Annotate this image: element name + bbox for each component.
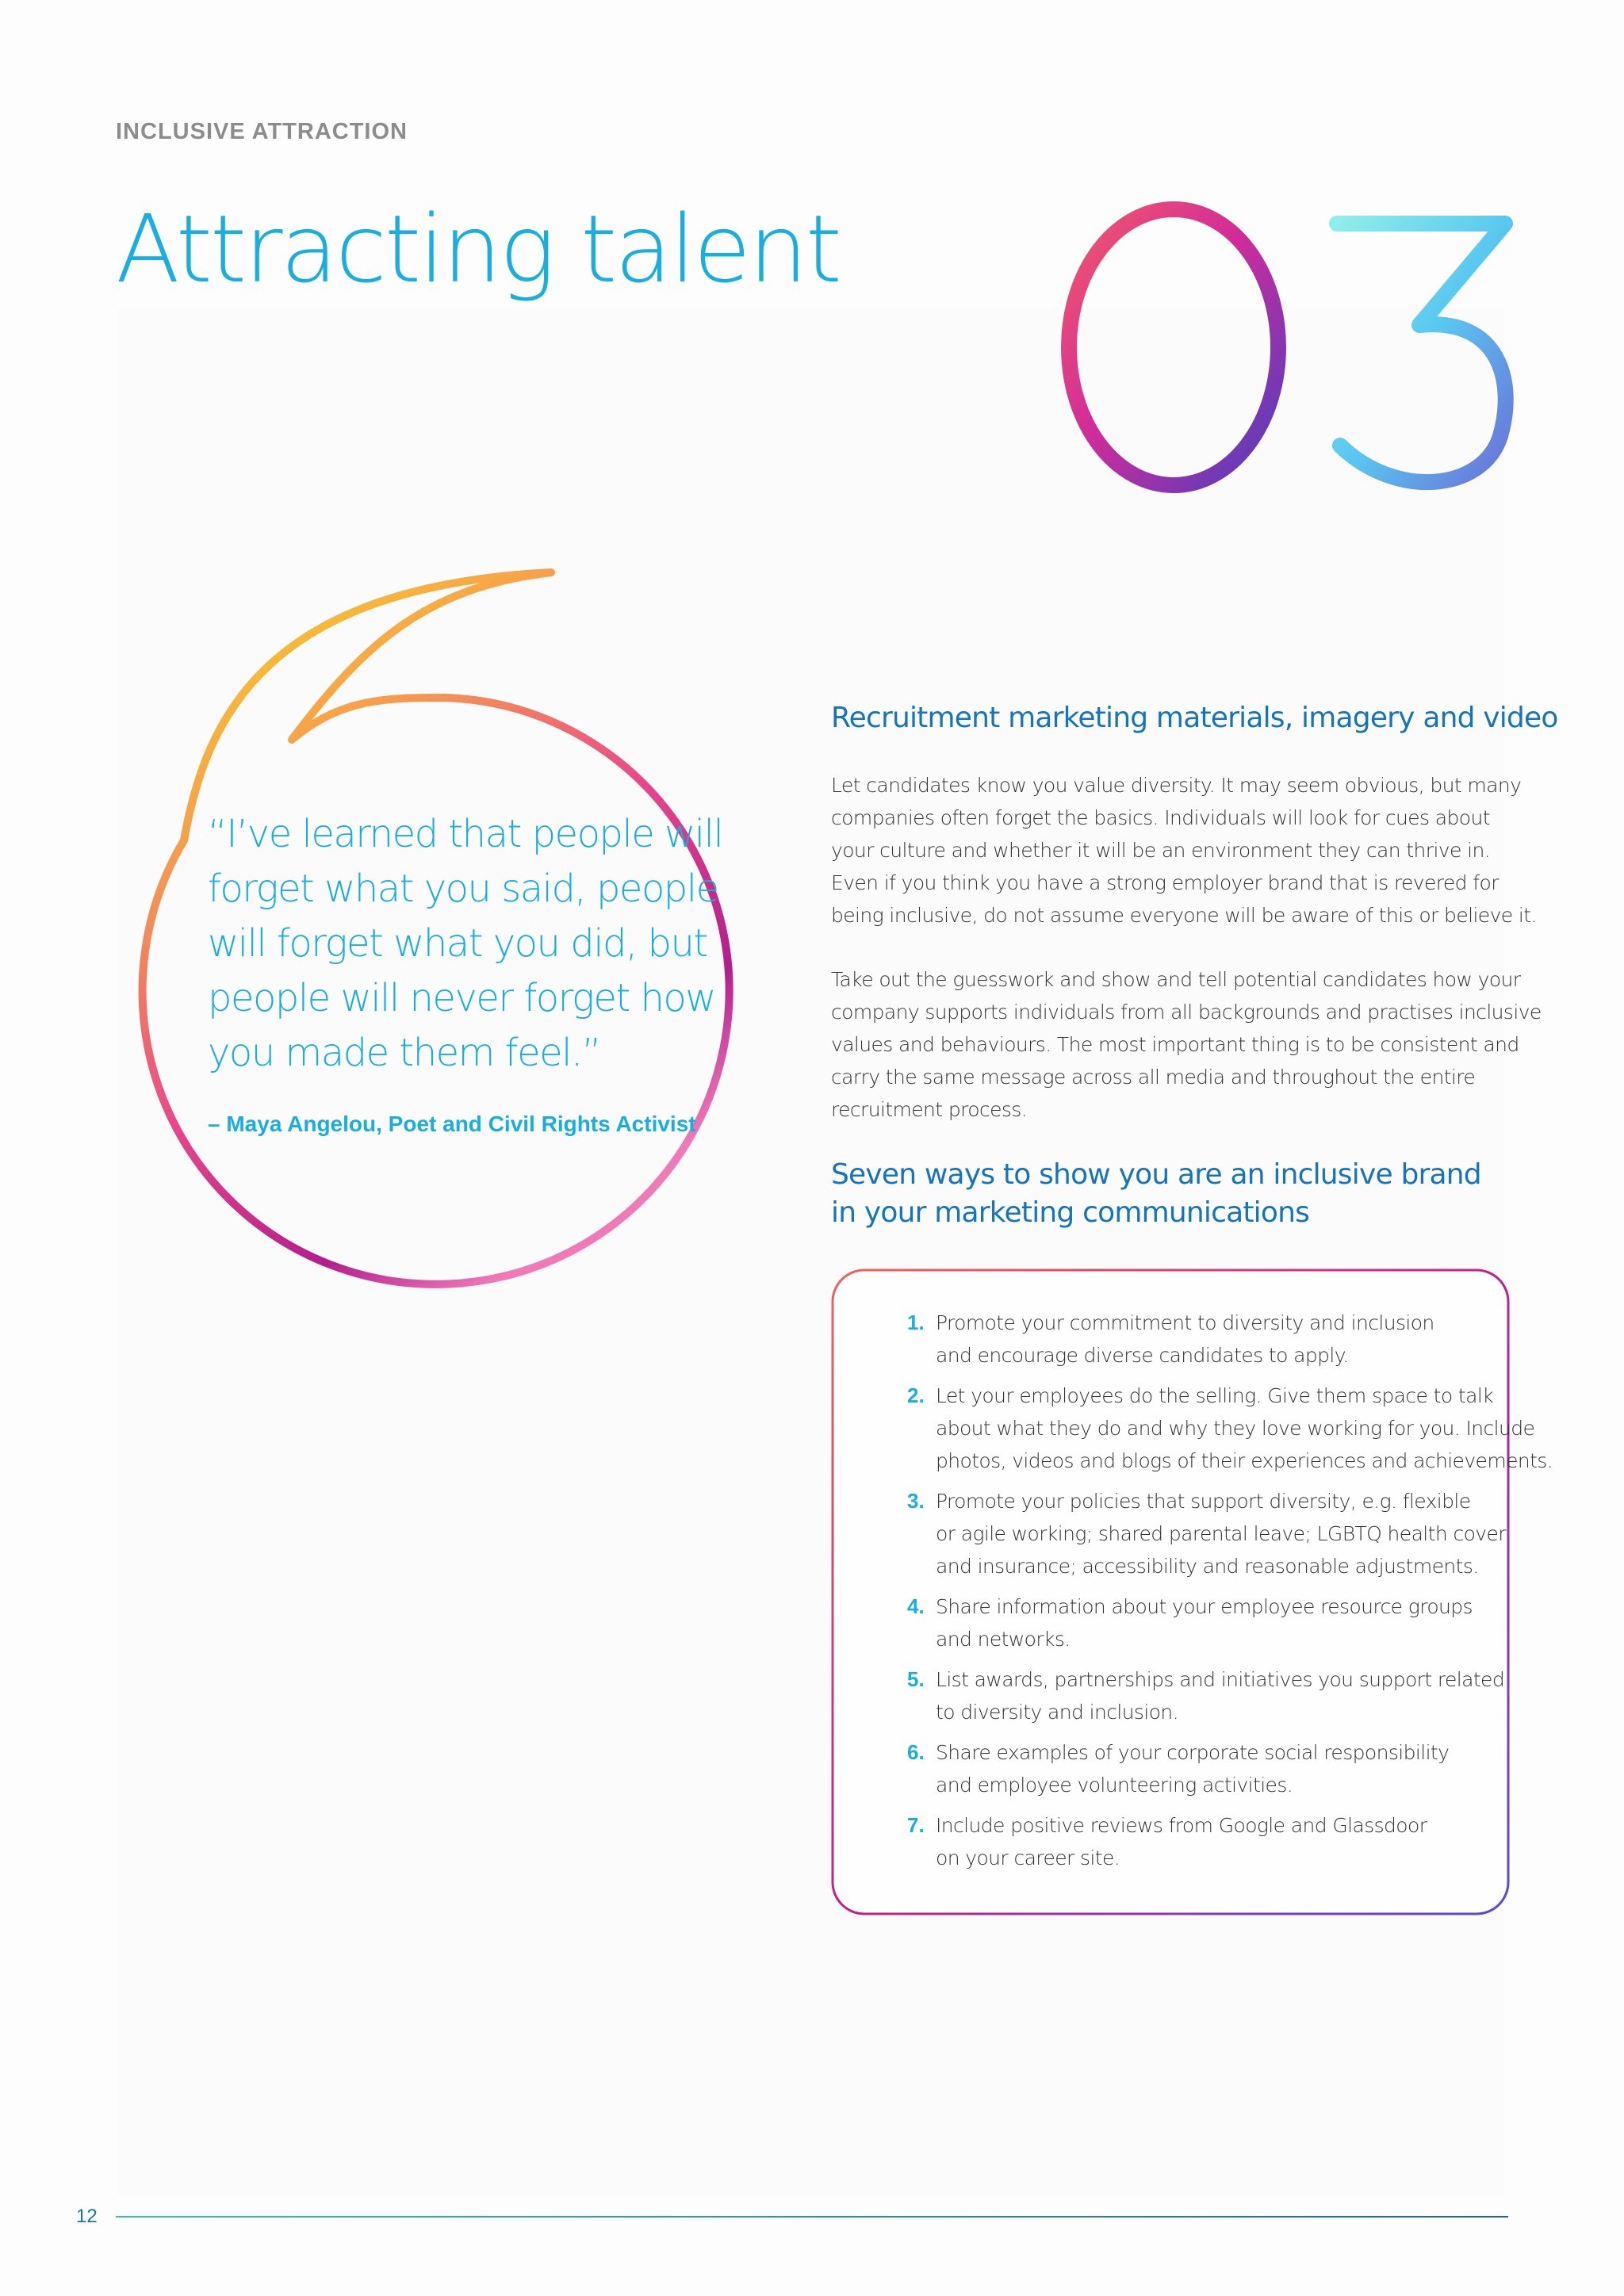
paragraph-line: values and behaviours. The most important thing is to be consistent and: [831, 1033, 1519, 1056]
seven-ways-list: [869, 1307, 1553, 1882]
body-paragraph: [831, 769, 1537, 932]
paragraph-line: being inclusive, do not assume everyone will be aware of this or believe it.: [831, 904, 1537, 927]
quote-line: “I’ve learned that people will: [208, 812, 723, 856]
page-title: Attracting talent: [116, 194, 841, 304]
heading-line: in your marketing communications: [831, 1196, 1310, 1229]
footer-divider: [116, 2216, 1508, 2218]
list-line: on your career site.: [936, 1846, 1120, 1869]
quote-attribution: – Maya Angelou, Poet and Civil Rights Activist: [208, 1112, 696, 1136]
list-line: to diversity and inclusion.: [936, 1701, 1178, 1724]
list-item: [869, 1380, 1553, 1477]
list-line: Include positive reviews from Google and Glassdoor: [936, 1814, 1427, 1837]
paragraph-line: Take out the guesswork and show and tell potential candidates how your: [831, 968, 1521, 991]
list-text: [936, 1485, 1553, 1582]
list-line: List awards, partnerships and initiatives you support related: [936, 1668, 1505, 1691]
list-line: Promote your policies that support diversity, e.g. flexible: [936, 1490, 1471, 1513]
list-text: [936, 1663, 1553, 1728]
body-paragraph: [831, 963, 1542, 1126]
section-heading-recruitment: Recruitment marketing materials, imagery and video: [831, 702, 1558, 734]
chapter-number-graphic: [1055, 198, 1530, 531]
paragraph-line: company supports individuals from all backgrounds and practises inclusive: [831, 1001, 1542, 1024]
list-number: 3.: [907, 1489, 925, 1513]
list-number: 1.: [907, 1311, 925, 1334]
quote-line: forget what you said, people: [208, 867, 718, 911]
quote-line: people will never forget how: [208, 976, 715, 1020]
paragraph-line: recruitment process.: [831, 1098, 1028, 1121]
list-number: 2.: [907, 1383, 925, 1407]
numbered-list-box: [831, 1269, 1553, 1915]
list-line: Share information about your employee resource groups: [936, 1595, 1473, 1618]
list-line: or agile working; shared parental leave; LGBTQ health cover: [936, 1522, 1506, 1545]
paragraph-line: Even if you think you have a strong employer brand that is revered for: [831, 871, 1499, 894]
list-item: [869, 1590, 1553, 1655]
list-number: 5.: [907, 1667, 925, 1691]
list-line: Promote your commitment to diversity and inclusion: [936, 1311, 1434, 1334]
paragraph-line: your culture and whether it will be an environment they can thrive in.: [831, 839, 1491, 862]
list-text: [936, 1380, 1553, 1477]
chapter-number-text: 03: [1055, 198, 1056, 199]
digit-three-shape: [1337, 224, 1506, 482]
list-line: and insurance; accessibility and reasonable adjustments.: [936, 1555, 1479, 1578]
list-item: [869, 1809, 1553, 1874]
paragraph-line: companies often forget the basics. Individuals will look for cues about: [831, 806, 1490, 829]
list-text: [936, 1736, 1553, 1801]
section-label: INCLUSIVE ATTRACTION: [116, 119, 408, 144]
heading-line: Seven ways to show you are an inclusive brand: [831, 1158, 1481, 1191]
list-item: [869, 1736, 1553, 1801]
page-number: 12: [76, 2206, 98, 2227]
list-line: and networks.: [936, 1628, 1071, 1651]
list-line: photos, videos and blogs of their experiences and achievements.: [936, 1449, 1553, 1472]
list-number: 6.: [907, 1740, 925, 1764]
quote-line: will forget what you did, but: [208, 921, 707, 966]
list-line: Let your employees do the selling. Give them space to talk: [936, 1384, 1494, 1407]
list-line: and employee volunteering activities.: [936, 1774, 1293, 1797]
paragraph-line: Let candidates know you value diversity. It may seem obvious, but many: [831, 774, 1522, 797]
quote-line: you made them feel.”: [208, 1031, 601, 1075]
list-number: 4.: [907, 1594, 925, 1618]
paragraph-line: carry the same message across all media and throughout the entire: [831, 1066, 1476, 1089]
list-line: about what they do and why they love working for you. Include: [936, 1417, 1535, 1440]
list-text: [936, 1590, 1553, 1655]
list-line: and encourage diverse candidates to apply.: [936, 1344, 1349, 1367]
pull-quote: [208, 807, 723, 1081]
list-line: Share examples of your corporate social responsibility: [936, 1741, 1450, 1764]
digit-zero-shape: [1069, 209, 1278, 485]
list-item: [869, 1663, 1553, 1728]
list-item: [869, 1307, 1553, 1372]
list-number: 7.: [907, 1813, 925, 1837]
list-text: [936, 1307, 1553, 1372]
section-heading-seven-ways: [831, 1156, 1481, 1232]
list-text: [936, 1809, 1553, 1874]
list-item: [869, 1485, 1553, 1582]
